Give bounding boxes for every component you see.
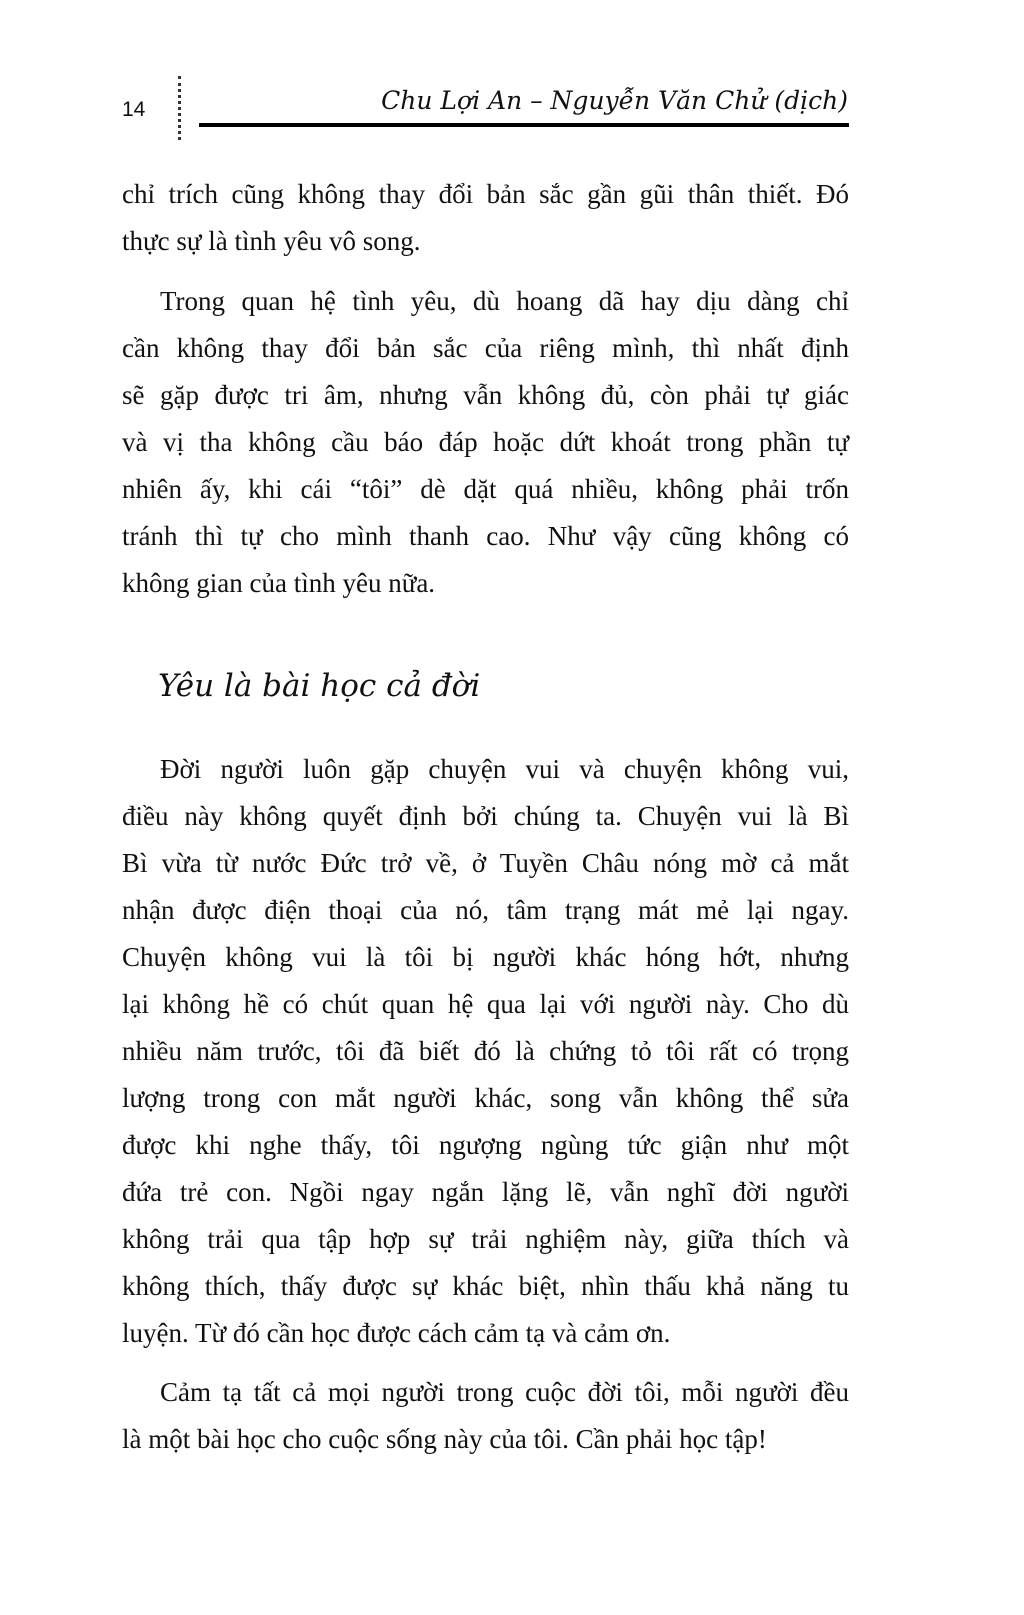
paragraph (122, 1369, 849, 1463)
text-line: không thích, thấy được sự khác biệt, nhìn thấu khả năng tu (122, 1271, 849, 1301)
text-block-2 (122, 746, 849, 1463)
text-line: Đời người luôn gặp chuyện vui và chuyện không vui, (160, 754, 849, 784)
text-line: cần không thay đổi bản sắc của riêng mình, thì nhất định (122, 333, 849, 363)
text-line: được khi nghe thấy, tôi ngượng ngùng tức giận như một (122, 1130, 849, 1160)
text-line: nhiên ấy, khi cái “tôi” dè dặt quá nhiều, không phải trốn (122, 474, 849, 504)
text-line: đứa trẻ con. Ngồi ngay ngắn lặng lẽ, vẫn nghĩ đời người (122, 1177, 849, 1207)
text-line: thực sự là tình yêu vô song. (122, 226, 421, 256)
text-line: tránh thì tự cho mình thanh cao. Như vậy cũng không có (122, 521, 849, 551)
text-line: không gian của tình yêu nữa. (122, 568, 436, 598)
text-line: Chuyện không vui là tôi bị người khác hóng hớt, nhưng (122, 942, 849, 972)
text-line: sẽ gặp được tri âm, nhưng vẫn không đủ, còn phải tự giác (122, 380, 849, 410)
dotted-divider (178, 76, 181, 140)
text-line: nhận được điện thoại của nó, tâm trạng mát mẻ lại ngay. (122, 895, 849, 925)
text-line: nhiều năm trước, tôi đã biết đó là chứng tỏ tôi rất có trọng (122, 1036, 849, 1066)
text-block-1 (122, 171, 849, 607)
paragraph (122, 171, 849, 265)
page-number: 14 (122, 98, 146, 121)
text-line: điều này không quyết định bởi chúng ta. Chuyện vui là Bì (122, 801, 849, 831)
text-line: luyện. Từ đó cần học được cách cảm tạ và cảm ơn. (122, 1318, 671, 1348)
text-line: Bì vừa từ nước Đức trở về, ở Tuyền Châu nóng mờ cả mắt (122, 848, 849, 878)
text-line: không trải qua tập hợp sự trải nghiệm này, giữa thích và (122, 1224, 849, 1254)
paragraph (122, 278, 849, 607)
text-line: Trong quan hệ tình yêu, dù hoang dã hay dịu dàng chỉ (160, 286, 849, 316)
text-line: chỉ trích cũng không thay đổi bản sắc gần gũi thân thiết. Đó (122, 179, 849, 209)
header-rule (199, 123, 849, 127)
text-line: Cảm tạ tất cả mọi người trong cuộc đời tôi, mỗi người đều (160, 1377, 849, 1407)
text-line: lượng trong con mắt người khác, song vẫn không thể sửa (122, 1083, 849, 1113)
paragraph (122, 746, 849, 1357)
text-line: và vị tha không cầu báo đáp hoặc dứt khoát trong phần tự (122, 427, 849, 457)
running-title: Chu Lợi An – Nguyễn Văn Chử (dịch) (381, 86, 848, 115)
text-line: lại không hề có chút quan hệ qua lại với người này. Cho dù (122, 989, 849, 1019)
section-heading: Yêu là bài học cả đời (158, 668, 481, 704)
text-line: là một bài học cho cuộc sống này của tôi. Cần phải học tập! (122, 1424, 767, 1454)
